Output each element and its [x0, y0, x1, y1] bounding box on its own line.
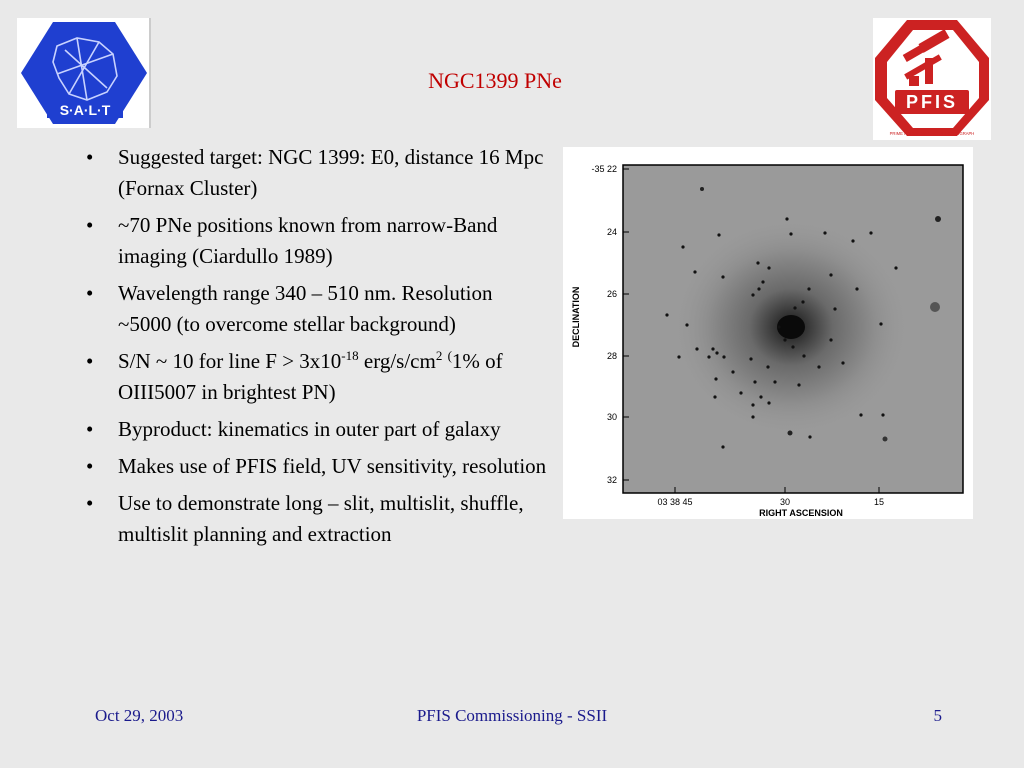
bullet-item: [80, 414, 550, 445]
bullet-paren: (: [447, 348, 452, 363]
salt-logo-label: S·A·L·T: [59, 102, 111, 118]
bullet-item: [80, 346, 550, 408]
bullet-item: [80, 142, 550, 204]
bullet-exponent: -18: [341, 348, 359, 363]
pfis-logo-label: PFIS: [905, 92, 959, 112]
bullet-text-mid: erg/s/cm: [358, 349, 436, 373]
bullet-text: ~70 PNe positions known from narrow-Band imaging (Ciardullo 1989): [118, 213, 498, 268]
footer-title: PFIS Commissioning - SSII: [416, 706, 608, 725]
bullet-icon: •: [86, 417, 94, 441]
bullet-text-pre: S/N ~ 10 for line F > 3x10: [118, 349, 342, 373]
y-tick-label: 26: [606, 289, 617, 299]
bullet-icon: •: [86, 145, 94, 169]
x-tick-label: 03 38 45: [657, 497, 693, 507]
y-tick-label: 32: [606, 475, 617, 485]
bullet-text: Wavelength range 340 – 510 nm. Resolution ~5000 (to overcome stellar background): [118, 281, 493, 336]
x-tick-label: 30: [779, 497, 791, 507]
y-tick-label: 28: [606, 351, 617, 361]
bullet-item: [80, 278, 550, 340]
bullet-text: Use to demonstrate long – slit, multislit, shuffle, multislit planning and extraction: [118, 491, 524, 546]
bullet-icon: •: [86, 454, 94, 478]
bullet-icon: •: [86, 349, 94, 373]
bullet-item: [80, 210, 550, 272]
bullet-list: [80, 142, 550, 556]
bullet-text: Makes use of PFIS field, UV sensitivity, resolution: [118, 454, 547, 478]
bullet-exponent: 2: [435, 348, 443, 363]
y-tick-label: 30: [606, 412, 617, 422]
slide-title: NGC1399 PNe: [428, 68, 562, 93]
bullet-icon: •: [86, 281, 94, 305]
bullet-icon: •: [86, 491, 94, 515]
pfis-logo-subtitle: PRIME FOCUS IMAGING SPECTROGRAPH: [889, 131, 975, 136]
x-tick-label: 15: [873, 497, 885, 507]
y-tick-label: -35 22: [591, 164, 617, 174]
y-axis-label: DECLINATION: [571, 286, 581, 348]
ngc1399-field-image: [563, 147, 973, 519]
footer-date: Oct 29, 2003: [95, 706, 184, 725]
bullet-text: Byproduct: kinematics in outer part of galaxy: [118, 417, 501, 441]
page-number: 5: [933, 706, 942, 725]
bullet-item: [80, 451, 550, 482]
bullet-text: Suggested target: NGC 1399: E0, distance 16 Mpc (Fornax Cluster): [118, 145, 544, 200]
x-axis-label: RIGHT ASCENSION: [759, 508, 843, 518]
bullet-item: [80, 488, 550, 550]
y-tick-label: 24: [606, 227, 617, 237]
bullet-text-post: 1% of OIII5007 in brightest PN): [118, 349, 503, 404]
bullet-icon: •: [86, 213, 94, 237]
